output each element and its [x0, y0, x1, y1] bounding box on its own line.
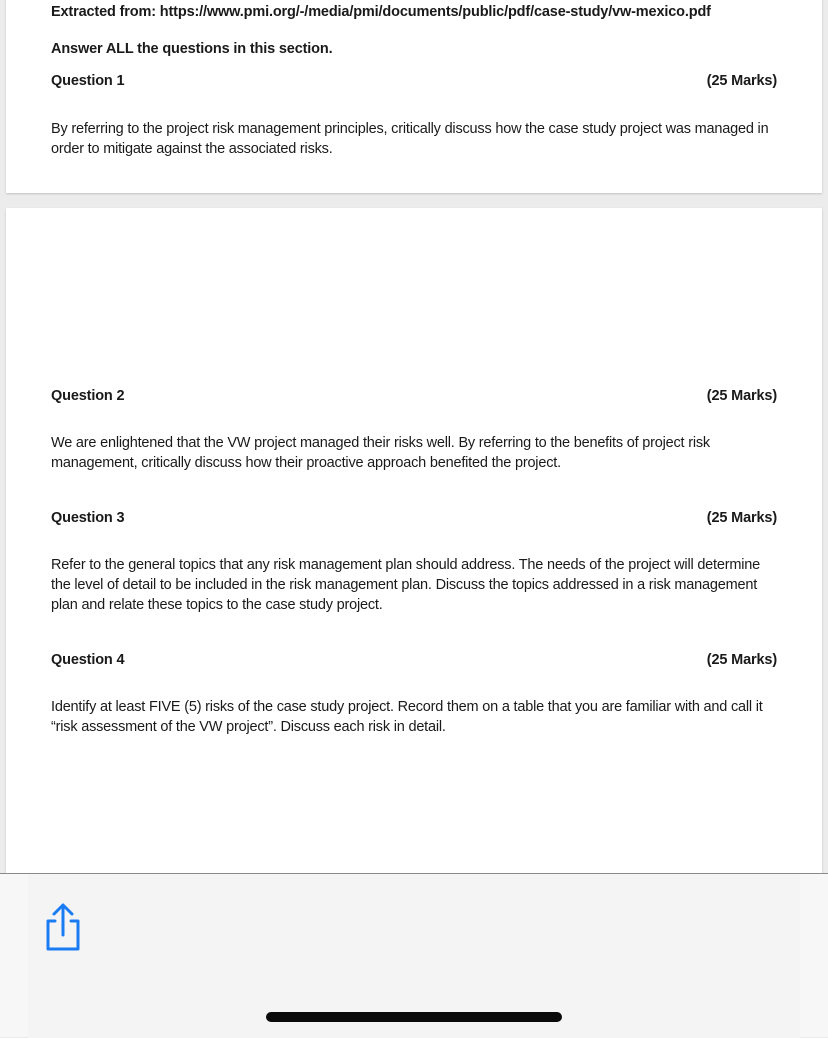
pdf-page-1 — [6, 0, 822, 193]
question-1-text: By referring to the project risk management principles, critically discuss how the case study project was managed in order to mitigate against the associated risks. — [51, 121, 769, 157]
question-4-marks: (25 Marks) — [706, 652, 777, 668]
share-icon — [42, 902, 84, 954]
home-indicator — [266, 1012, 562, 1022]
pdf-page-2 — [6, 208, 822, 873]
question-2-text: We are enlightened that the VW project managed their risks well. By referring to the benefits of project risk management, critically discuss how their proactive approach benefited the project. — [51, 435, 710, 471]
question-3-marks: (25 Marks) — [706, 510, 777, 526]
question-3-text: Refer to the general topics that any risk management plan should address. The needs of the project will determine the level of detail to be included in the risk management plan. Discuss the topics addressed in a risk management plan and relate these topics to the case study project. — [51, 557, 760, 613]
question-3-title: Question 3 — [51, 510, 125, 526]
question-1-title: Question 1 — [51, 73, 125, 89]
question-2-marks: (25 Marks) — [706, 388, 777, 404]
question-4-text: Identify at least FIVE (5) risks of the case study project. Record them on a table that you are familiar with and call it “risk assessment of the VW project”. Discuss each risk in detail. — [51, 699, 763, 735]
share-button[interactable] — [42, 902, 84, 954]
question-4-title: Question 4 — [51, 652, 125, 668]
instruction-text: Answer ALL the questions in this section. — [51, 41, 333, 57]
source-line: Extracted from: https://www.pmi.org/-/media/pmi/documents/public/pdf/case-study/vw-mexico.pdf — [51, 4, 711, 20]
question-2-title: Question 2 — [51, 388, 125, 404]
question-1-marks: (25 Marks) — [706, 73, 777, 89]
